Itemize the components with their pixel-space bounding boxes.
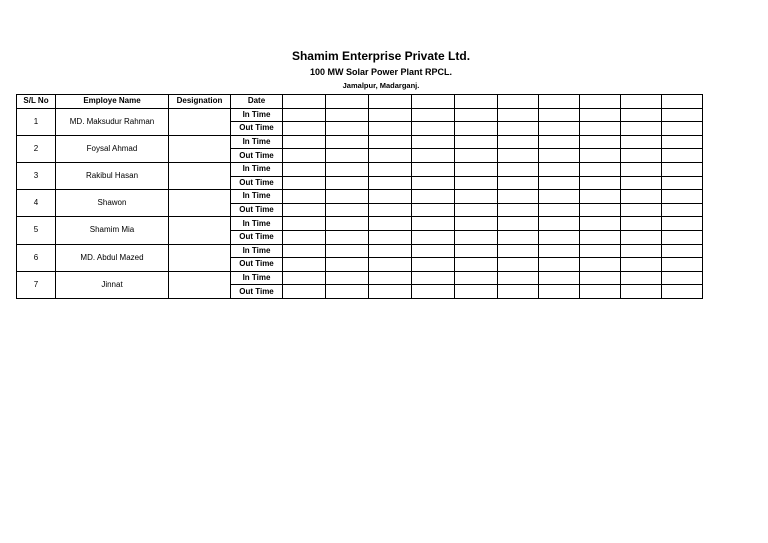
date-cell[interactable] — [455, 95, 498, 109]
out-time-cell[interactable] — [455, 258, 498, 272]
employee-name-cell: Foysal Ahmad — [56, 135, 169, 162]
in-time-cell[interactable] — [369, 190, 412, 204]
out-time-cell[interactable] — [580, 149, 621, 163]
attendance-table — [16, 94, 703, 299]
project-name: 100 MW Solar Power Plant RPCL. — [309, 67, 453, 77]
designation-cell[interactable] — [169, 135, 231, 162]
col-designation: Designation — [169, 95, 231, 109]
out-time-label: Out Time — [231, 285, 283, 299]
in-time-cell[interactable] — [455, 217, 498, 231]
in-time-cell[interactable] — [539, 271, 580, 285]
out-time-cell[interactable] — [662, 230, 703, 244]
in-time-cell[interactable] — [621, 135, 662, 149]
out-time-cell[interactable] — [662, 203, 703, 217]
in-time-cell[interactable] — [455, 271, 498, 285]
in-time-cell[interactable] — [455, 190, 498, 204]
out-time-cell[interactable] — [369, 285, 412, 299]
employee-name-cell: Shamim Mia — [56, 217, 169, 244]
out-time-cell[interactable] — [498, 258, 539, 272]
in-time-cell[interactable] — [369, 162, 412, 176]
in-time-cell[interactable] — [621, 244, 662, 258]
out-time-label: Out Time — [231, 230, 283, 244]
table-row — [17, 217, 703, 231]
in-time-cell[interactable] — [580, 217, 621, 231]
in-time-cell[interactable] — [283, 271, 326, 285]
out-time-cell[interactable] — [539, 203, 580, 217]
in-time-label: In Time — [231, 162, 283, 176]
out-time-label: Out Time — [231, 203, 283, 217]
out-time-cell[interactable] — [662, 122, 703, 136]
col-sl-no: S/L No — [17, 95, 56, 109]
in-time-label: In Time — [231, 190, 283, 204]
out-time-cell[interactable] — [539, 230, 580, 244]
in-time-cell[interactable] — [326, 108, 369, 122]
out-time-cell[interactable] — [283, 230, 326, 244]
in-time-cell[interactable] — [326, 217, 369, 231]
in-time-cell[interactable] — [412, 190, 455, 204]
header-row — [17, 95, 703, 109]
in-time-cell[interactable] — [662, 271, 703, 285]
in-time-cell[interactable] — [621, 217, 662, 231]
out-time-label: Out Time — [231, 122, 283, 136]
out-time-cell[interactable] — [412, 285, 455, 299]
designation-cell[interactable] — [169, 271, 231, 298]
out-time-label: Out Time — [231, 149, 283, 163]
in-time-cell[interactable] — [412, 217, 455, 231]
out-time-cell[interactable] — [369, 258, 412, 272]
in-time-cell[interactable] — [662, 217, 703, 231]
location: Jamalpur, Madarganj. — [342, 81, 420, 90]
in-time-label: In Time — [231, 271, 283, 285]
out-time-cell[interactable] — [326, 285, 369, 299]
table-row — [17, 108, 703, 122]
table-row — [17, 271, 703, 285]
out-time-cell[interactable] — [580, 176, 621, 190]
out-time-cell[interactable] — [326, 230, 369, 244]
in-time-cell[interactable] — [580, 135, 621, 149]
date-cell[interactable] — [283, 95, 326, 109]
in-time-cell[interactable] — [662, 162, 703, 176]
out-time-cell[interactable] — [412, 203, 455, 217]
out-time-cell[interactable] — [455, 122, 498, 136]
in-time-cell[interactable] — [662, 190, 703, 204]
out-time-cell[interactable] — [621, 258, 662, 272]
out-time-cell[interactable] — [621, 203, 662, 217]
table-row — [17, 162, 703, 176]
sl-no-cell: 5 — [17, 217, 56, 244]
in-time-cell[interactable] — [369, 135, 412, 149]
out-time-cell[interactable] — [283, 149, 326, 163]
table-row — [17, 190, 703, 204]
in-time-cell[interactable] — [455, 108, 498, 122]
table-row — [17, 135, 703, 149]
out-time-cell[interactable] — [580, 285, 621, 299]
out-time-cell[interactable] — [283, 258, 326, 272]
in-time-cell[interactable] — [539, 162, 580, 176]
sl-no-cell: 2 — [17, 135, 56, 162]
in-time-label: In Time — [231, 108, 283, 122]
in-time-cell[interactable] — [326, 162, 369, 176]
out-time-cell[interactable] — [662, 258, 703, 272]
designation-cell[interactable] — [169, 217, 231, 244]
in-time-cell[interactable] — [539, 135, 580, 149]
out-time-label: Out Time — [231, 258, 283, 272]
employee-name-cell: Jinnat — [56, 271, 169, 298]
employee-name-cell: Rakibul Hasan — [56, 162, 169, 189]
out-time-cell[interactable] — [539, 122, 580, 136]
in-time-cell[interactable] — [412, 244, 455, 258]
out-time-cell[interactable] — [326, 203, 369, 217]
in-time-cell[interactable] — [326, 190, 369, 204]
col-date: Date — [231, 95, 283, 109]
out-time-cell[interactable] — [539, 176, 580, 190]
in-time-cell[interactable] — [455, 135, 498, 149]
out-time-cell[interactable] — [621, 149, 662, 163]
date-cell[interactable] — [580, 95, 621, 109]
sl-no-cell: 7 — [17, 271, 56, 298]
out-time-cell[interactable] — [455, 285, 498, 299]
date-cell[interactable] — [498, 95, 539, 109]
in-time-cell[interactable] — [580, 244, 621, 258]
employee-name-cell: MD. Maksudur Rahman — [56, 108, 169, 135]
in-time-cell[interactable] — [283, 135, 326, 149]
out-time-cell[interactable] — [621, 176, 662, 190]
out-time-cell[interactable] — [283, 285, 326, 299]
company-name: Shamim Enterprise Private Ltd. — [291, 49, 471, 63]
out-time-cell[interactable] — [539, 258, 580, 272]
out-time-cell[interactable] — [498, 230, 539, 244]
designation-cell[interactable] — [169, 162, 231, 189]
in-time-cell[interactable] — [498, 271, 539, 285]
in-time-cell[interactable] — [369, 108, 412, 122]
out-time-cell[interactable] — [369, 230, 412, 244]
in-time-cell[interactable] — [455, 244, 498, 258]
in-time-cell[interactable] — [580, 190, 621, 204]
out-time-cell[interactable] — [539, 285, 580, 299]
out-time-cell[interactable] — [326, 258, 369, 272]
out-time-cell[interactable] — [580, 122, 621, 136]
designation-cell[interactable] — [169, 244, 231, 271]
sl-no-cell: 1 — [17, 108, 56, 135]
in-time-cell[interactable] — [498, 108, 539, 122]
out-time-cell[interactable] — [498, 122, 539, 136]
out-time-cell[interactable] — [662, 176, 703, 190]
in-time-cell[interactable] — [283, 162, 326, 176]
in-time-cell[interactable] — [412, 135, 455, 149]
out-time-cell[interactable] — [621, 285, 662, 299]
sheet-header — [0, 48, 762, 91]
employee-name-cell: MD. Abdul Mazed — [56, 244, 169, 271]
in-time-cell[interactable] — [580, 162, 621, 176]
out-time-cell[interactable] — [580, 258, 621, 272]
out-time-cell[interactable] — [539, 149, 580, 163]
in-time-cell[interactable] — [283, 190, 326, 204]
designation-cell[interactable] — [169, 190, 231, 217]
sl-no-cell: 6 — [17, 244, 56, 271]
col-employee-name: Employe Name — [56, 95, 169, 109]
out-time-cell[interactable] — [412, 176, 455, 190]
out-time-cell[interactable] — [369, 176, 412, 190]
designation-cell[interactable] — [169, 108, 231, 135]
out-time-cell[interactable] — [455, 149, 498, 163]
out-time-cell[interactable] — [580, 230, 621, 244]
in-time-cell[interactable] — [326, 271, 369, 285]
in-time-cell[interactable] — [621, 271, 662, 285]
out-time-cell[interactable] — [662, 285, 703, 299]
in-time-cell[interactable] — [412, 108, 455, 122]
in-time-cell[interactable] — [326, 135, 369, 149]
in-time-label: In Time — [231, 217, 283, 231]
in-time-cell[interactable] — [326, 244, 369, 258]
in-time-cell[interactable] — [662, 108, 703, 122]
in-time-cell[interactable] — [662, 244, 703, 258]
date-cell[interactable] — [621, 95, 662, 109]
in-time-cell[interactable] — [662, 135, 703, 149]
out-time-cell[interactable] — [369, 149, 412, 163]
in-time-cell[interactable] — [283, 108, 326, 122]
in-time-cell[interactable] — [412, 271, 455, 285]
in-time-label: In Time — [231, 135, 283, 149]
out-time-cell[interactable] — [283, 203, 326, 217]
out-time-cell[interactable] — [283, 122, 326, 136]
out-time-cell[interactable] — [412, 230, 455, 244]
out-time-cell[interactable] — [498, 149, 539, 163]
out-time-cell[interactable] — [369, 122, 412, 136]
date-cell[interactable] — [369, 95, 412, 109]
in-time-cell[interactable] — [621, 190, 662, 204]
out-time-cell[interactable] — [326, 122, 369, 136]
out-time-cell[interactable] — [326, 149, 369, 163]
date-cell[interactable] — [662, 95, 703, 109]
in-time-cell[interactable] — [580, 271, 621, 285]
in-time-cell[interactable] — [283, 217, 326, 231]
out-time-cell[interactable] — [455, 230, 498, 244]
in-time-cell[interactable] — [539, 190, 580, 204]
out-time-cell[interactable] — [455, 176, 498, 190]
in-time-cell[interactable] — [580, 108, 621, 122]
out-time-cell[interactable] — [412, 149, 455, 163]
out-time-cell[interactable] — [326, 176, 369, 190]
in-time-cell[interactable] — [621, 108, 662, 122]
out-time-cell[interactable] — [412, 122, 455, 136]
table-row — [17, 244, 703, 258]
date-cell[interactable] — [412, 95, 455, 109]
in-time-cell[interactable] — [498, 217, 539, 231]
out-time-cell[interactable] — [621, 230, 662, 244]
in-time-cell[interactable] — [498, 162, 539, 176]
sl-no-cell: 4 — [17, 190, 56, 217]
sl-no-cell: 3 — [17, 162, 56, 189]
in-time-cell[interactable] — [539, 108, 580, 122]
out-time-cell[interactable] — [498, 176, 539, 190]
in-time-cell[interactable] — [539, 244, 580, 258]
in-time-cell[interactable] — [412, 162, 455, 176]
out-time-cell[interactable] — [412, 258, 455, 272]
in-time-cell[interactable] — [283, 244, 326, 258]
in-time-cell[interactable] — [369, 217, 412, 231]
in-time-cell[interactable] — [498, 190, 539, 204]
date-cell[interactable] — [326, 95, 369, 109]
date-cell[interactable] — [539, 95, 580, 109]
out-time-cell[interactable] — [455, 203, 498, 217]
out-time-cell[interactable] — [283, 176, 326, 190]
out-time-cell[interactable] — [662, 149, 703, 163]
out-time-cell[interactable] — [621, 122, 662, 136]
out-time-cell[interactable] — [580, 203, 621, 217]
in-time-cell[interactable] — [369, 244, 412, 258]
in-time-cell[interactable] — [539, 217, 580, 231]
in-time-cell[interactable] — [621, 162, 662, 176]
in-time-label: In Time — [231, 244, 283, 258]
out-time-cell[interactable] — [498, 285, 539, 299]
employee-name-cell: Shawon — [56, 190, 169, 217]
out-time-cell[interactable] — [369, 203, 412, 217]
in-time-cell[interactable] — [455, 162, 498, 176]
in-time-cell[interactable] — [369, 271, 412, 285]
in-time-cell[interactable] — [498, 135, 539, 149]
out-time-cell[interactable] — [498, 203, 539, 217]
out-time-label: Out Time — [231, 176, 283, 190]
in-time-cell[interactable] — [498, 244, 539, 258]
